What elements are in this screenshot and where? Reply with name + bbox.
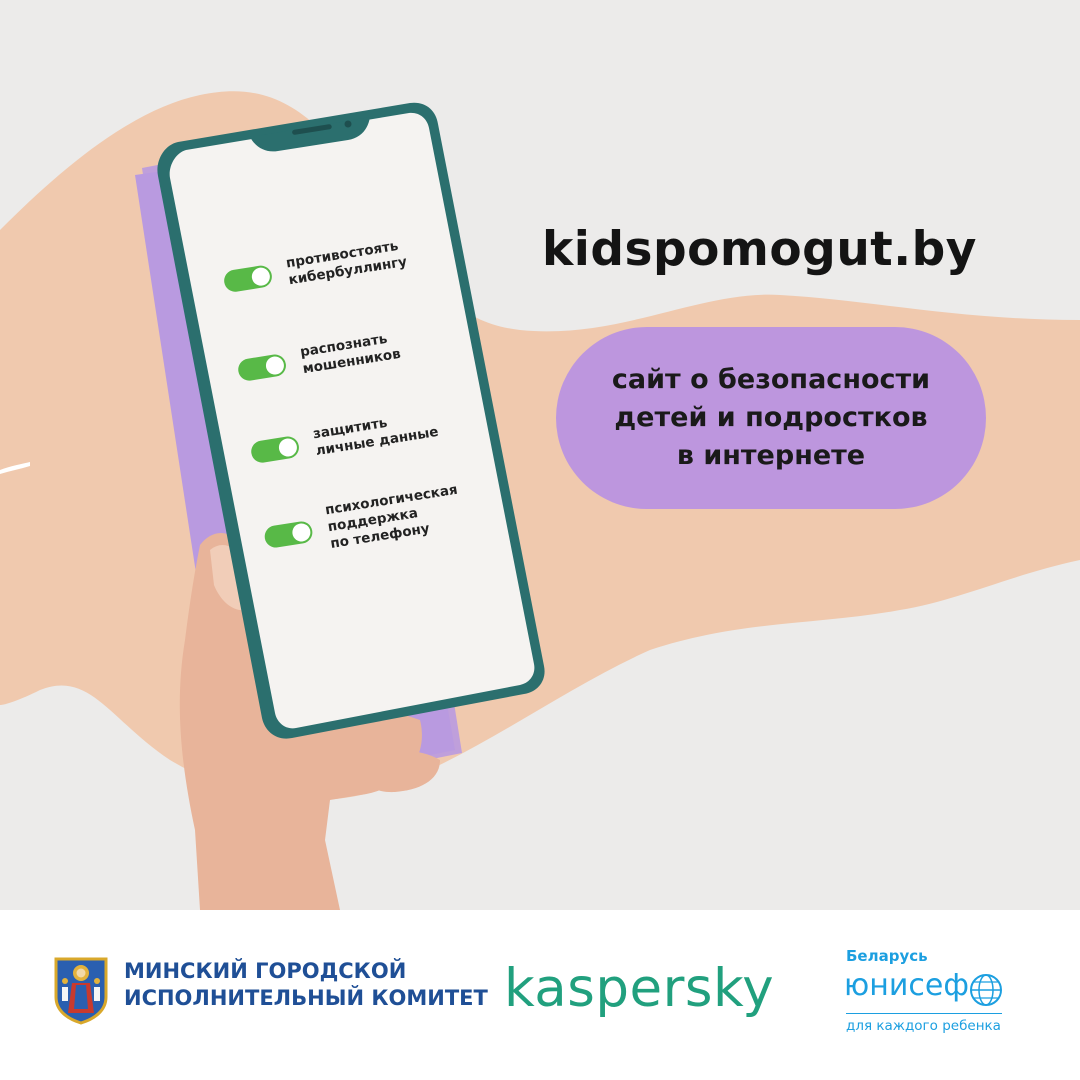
feature-personal-data[interactable]	[249, 407, 440, 470]
unicef-tagline: для каждого ребенка	[846, 1018, 1001, 1034]
unicef-divider	[846, 1013, 1002, 1014]
unicef-globe-icon	[969, 973, 1003, 1007]
feature-label: психологическая поддержка по телефону	[323, 481, 459, 552]
site-domain[interactable]: kidspomogut.by	[542, 222, 977, 277]
feature-psych-support[interactable]	[261, 482, 464, 563]
feature-cyberbullying[interactable]	[222, 237, 409, 299]
toggle-switch[interactable]	[263, 519, 314, 548]
toggle-switch[interactable]	[237, 353, 288, 382]
tagline-text: сайт о безопасности детей и подростков в интернете	[611, 364, 931, 471]
feature-label: защитить личные данные	[311, 414, 440, 460]
feature-scammers[interactable]	[236, 329, 402, 388]
unicef-name-label: юнисеф	[844, 968, 969, 1003]
kaspersky-logo: kaspersky	[504, 958, 775, 1019]
minsk-coat-of-arms-icon	[52, 953, 110, 1025]
toggle-switch[interactable]	[250, 435, 301, 464]
unicef-country-label: Беларусь	[846, 947, 928, 965]
tagline-pill	[556, 327, 986, 509]
feature-label: распознать мошенников	[298, 330, 402, 378]
feature-label: противостоять кибербуллингу	[284, 237, 409, 289]
toggle-switch[interactable]	[223, 264, 274, 293]
minsk-committee-label: МИНСКИЙ ГОРОДСКОЙ ИСПОЛНИТЕЛЬНЫЙ КОМИТЕТ	[124, 959, 488, 1010]
